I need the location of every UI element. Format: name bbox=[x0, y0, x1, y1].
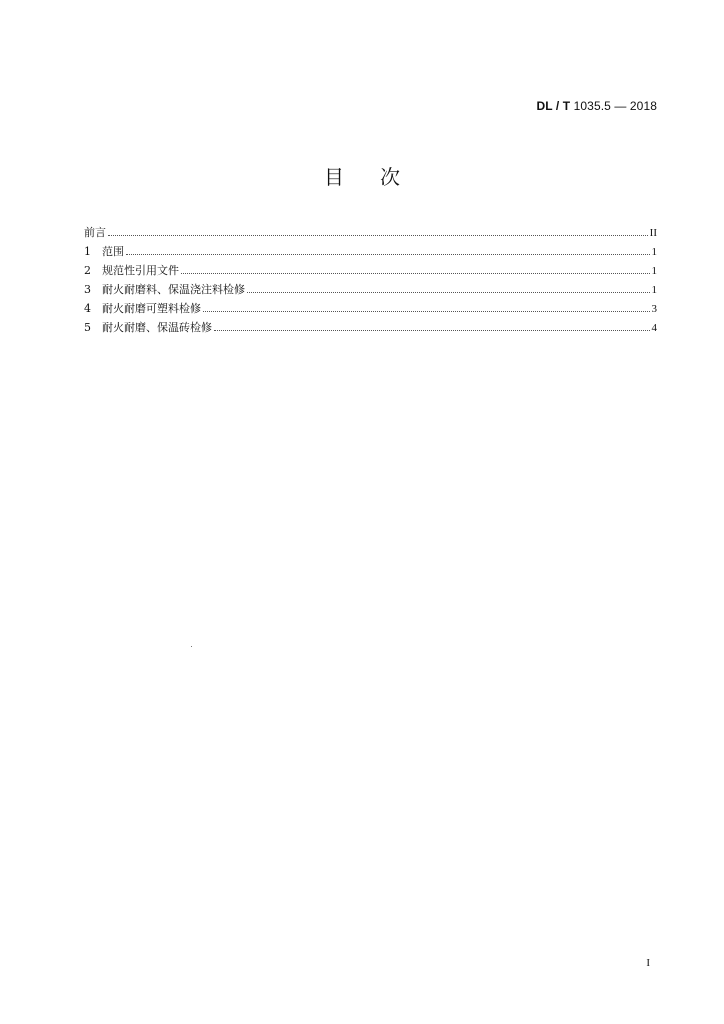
scan-artifact-dot bbox=[191, 646, 192, 647]
toc-number: 5 bbox=[84, 321, 91, 334]
toc-leader-dots bbox=[126, 242, 650, 255]
toc-leader-dots bbox=[108, 223, 648, 236]
page-number: I bbox=[646, 957, 650, 969]
toc-number: 1 bbox=[84, 245, 91, 258]
toc-number: 4 bbox=[84, 302, 91, 315]
toc-page: 1 bbox=[651, 265, 657, 277]
toc-row-5[interactable] bbox=[84, 318, 657, 337]
document-code bbox=[536, 99, 657, 113]
toc-page: 4 bbox=[651, 322, 657, 334]
toc-page: 1 bbox=[651, 246, 657, 258]
document-code-number: 1035.5 — 2018 bbox=[573, 99, 657, 113]
toc-label: 耐火耐磨、保温砖检修 bbox=[102, 321, 212, 334]
toc-page: 1 bbox=[651, 284, 657, 296]
toc-label: 前言 bbox=[84, 226, 106, 239]
toc-label: 范围 bbox=[102, 245, 124, 258]
toc-row-preface[interactable] bbox=[84, 223, 657, 242]
toc-label: 规范性引用文件 bbox=[102, 264, 179, 277]
toc-row-1[interactable] bbox=[84, 242, 657, 261]
toc-label: 耐火耐磨可塑料检修 bbox=[102, 302, 201, 315]
toc-leader-dots bbox=[247, 280, 650, 293]
toc-row-3[interactable] bbox=[84, 280, 657, 299]
toc-leader-dots bbox=[214, 318, 650, 331]
document-code-prefix: DL / T bbox=[536, 99, 571, 113]
toc-row-2[interactable] bbox=[84, 261, 657, 280]
page-title: 目次 bbox=[324, 165, 436, 189]
toc-label: 耐火耐磨料、保温浇注料检修 bbox=[102, 283, 245, 296]
toc-page: 3 bbox=[651, 303, 657, 315]
toc-page: II bbox=[649, 227, 657, 239]
toc-leader-dots bbox=[203, 299, 650, 312]
toc-leader-dots bbox=[181, 261, 650, 274]
toc-number: 2 bbox=[84, 264, 91, 277]
table-of-contents bbox=[84, 223, 657, 337]
toc-row-4[interactable] bbox=[84, 299, 657, 318]
toc-number: 3 bbox=[84, 283, 91, 296]
